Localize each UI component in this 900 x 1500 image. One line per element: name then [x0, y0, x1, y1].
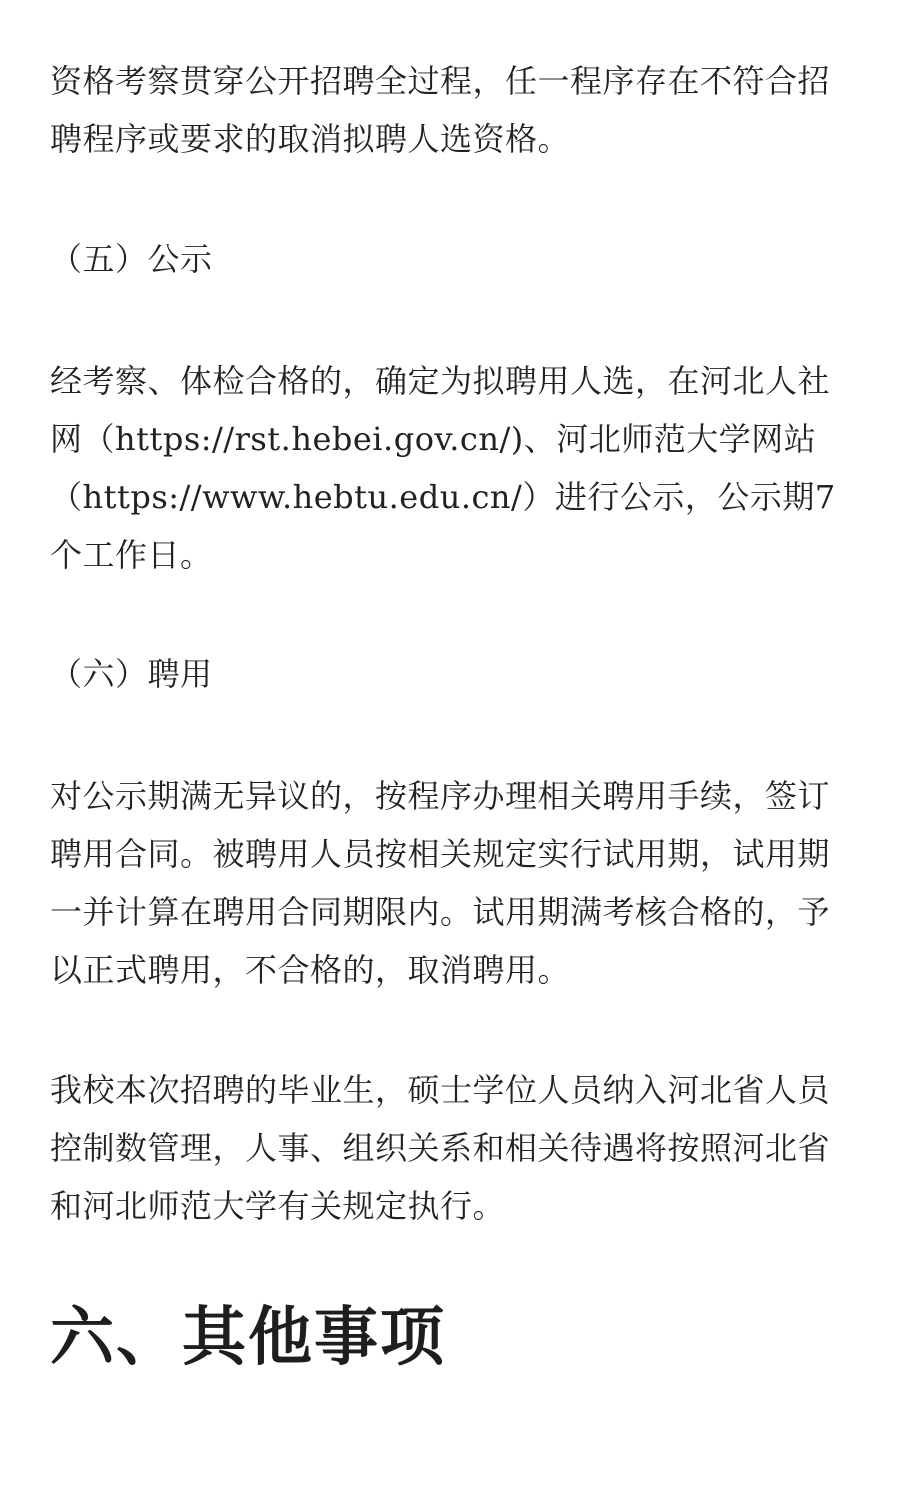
subsection-title-employment: （六）聘用 — [50, 655, 213, 693]
paragraph-graduates: 我校本次招聘的毕业生，硕士学位人员纳入河北省人员控制数管理，人事、组织关系和相关待遇将按照河北省和河北师范大学有关规定执行。 — [50, 1071, 831, 1225]
section-heading-other-matters: 六、其他事项 — [50, 1300, 446, 1375]
paragraph-publicity: 经考察、体检合格的，确定为拟聘用人选，在河北人社网（https://rst.hebei.gov.cn/)、河北师范大学网站（https://www.hebtu.edu.cn/）进行公示，公示期7个工作日。 — [50, 362, 836, 574]
paragraph-qualification-review: 资格考察贯穿公开招聘全过程，任一程序存在不符合招聘程序或要求的取消拟聘人选资格。 — [50, 62, 831, 158]
subsection-title-publicity: （五）公示 — [50, 240, 213, 278]
paragraph-employment: 对公示期满无异议的，按程序办理相关聘用手续，签订聘用合同。被聘用人员按相关规定实行试用期，试用期一并计算在聘用合同期限内。试用期满考核合格的，予以正式聘用，不合格的，取消聘用。 — [50, 777, 831, 989]
